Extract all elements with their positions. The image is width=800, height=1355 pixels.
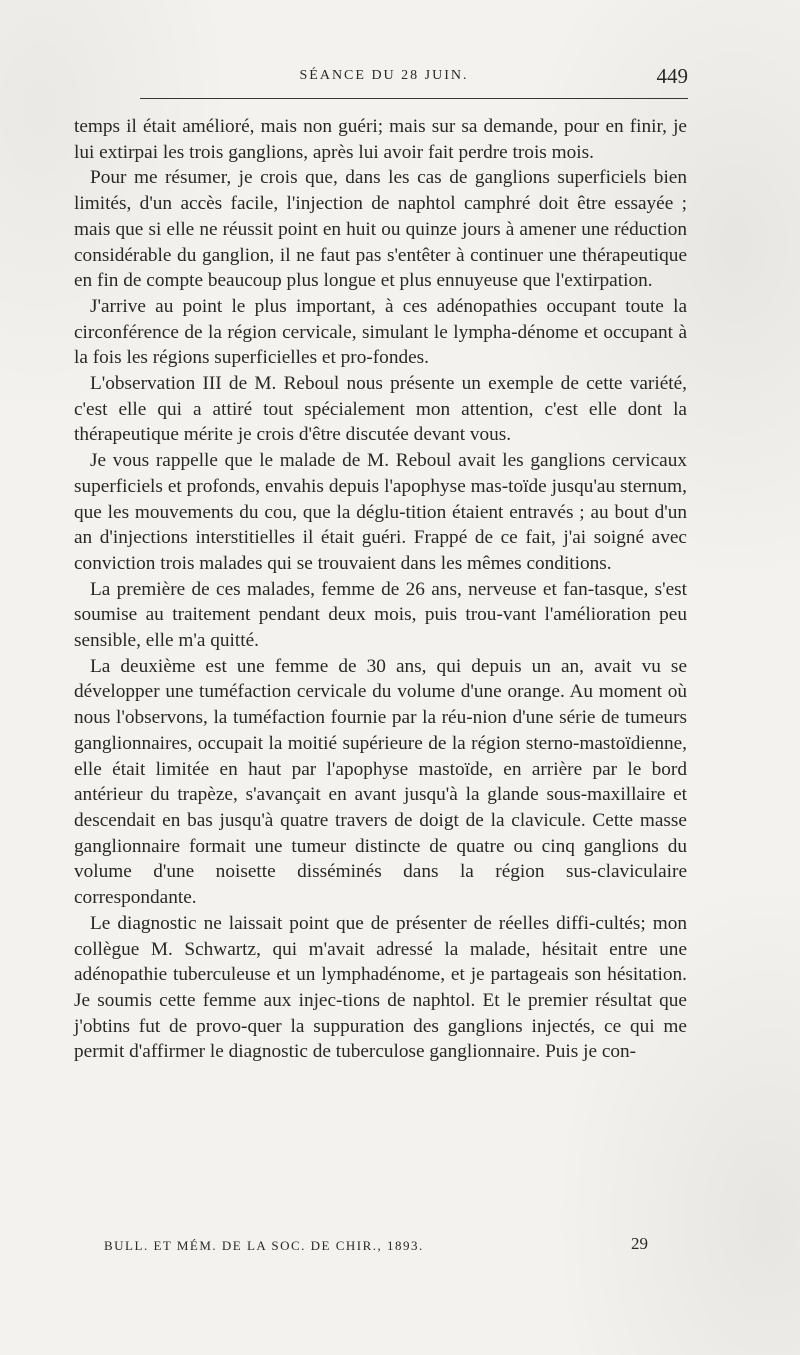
- paragraph-5: Je vous rappelle que le malade de M. Reboul avait les ganglions cervicaux superficiels et profonds, envahis depuis l'apophyse mas-toïde jusqu'au sternum, que les mouvements du cou, que la déglu-tition étaient entravés ; au bout d'un an d'injections interstitielles il était guéri. Frappé de ce fait, j'ai soigné avec conviction trois malades qui se trouvaient dans les mêmes conditions.: [74, 450, 687, 574]
- paragraph-8: Le diagnostic ne laissait point que de présenter de réelles diffi-cultés; mon collègue M. Schwartz, qui m'avait adressé la malade, hésitait entre une adénopathie tuberculeuse et un lymphadénome, et je partageais son hésitation. Je soumis cette femme aux injec-tions de naphtol. Et le premier résultat que j'obtins fut de provo-quer la suppuration des ganglions injectés, ce qui me permit d'affirmer le diagnostic de tuberculose ganglionnaire. Puis je con-: [74, 912, 687, 1063]
- paragraph-7: La deuxième est une femme de 30 ans, qui depuis un an, avait vu se développer une tuméfaction cervicale du volume d'une orange. Au moment où nous l'observons, la tuméfaction fournie par la réu-nion d'une série de tumeurs ganglionnaires, occupait la moitié supérieure de la région sterno-mastoïdienne, elle était limitée en haut par l'apophyse mastoïde, en arrière par le bord antérieur du trapèze, s'avançait en avant jusqu'à la glande sous-maxillaire et descendait en bas jusqu'à quatre travers de doigt de la clavicule. Cette masse ganglionnaire formait une tumeur distincte de quatre ou cinq ganglions du volume d'une noisette disséminés dans la région sus-claviculaire correspondante.: [74, 655, 687, 909]
- footer-signature: BULL. ET MÉM. DE LA SOC. DE CHIR., 1893.: [104, 1238, 424, 1253]
- paragraph-6: La première de ces malades, femme de 26 ans, nerveuse et fan-tasque, s'est soumise au traitement pendant deux mois, puis trou-vant l'amélioration peu sensible, elle m'a quitté.: [74, 578, 687, 652]
- header-rule: [140, 98, 688, 99]
- paragraph-2: Pour me résumer, je crois que, dans les cas de ganglions superficiels bien limités, d'un accès facile, l'injection de naphtol camphré doit être essayée ; mais que si elle ne réussit point en huit ou quinze jours à amener une réduction considérable du ganglion, il ne faut pas s'entêter à continuer une thérapeutique en fin de compte beaucoup plus longue et plus ennuyeuse que l'extirpation.: [74, 167, 687, 292]
- body-text: [74, 114, 687, 1065]
- running-title: SÉANCE DU 28 JUIN.: [299, 68, 469, 83]
- footer: [104, 1234, 648, 1260]
- footer-sheet-number: 29: [631, 1234, 648, 1253]
- paragraph-4: L'observation III de M. Reboul nous présente un exemple de cette variété, c'est elle qui a attiré tout spécialement mon attention, c'est elle dont la thérapeutique mérite je crois d'être discutée devant vous.: [74, 373, 687, 446]
- running-head: [80, 64, 688, 88]
- paragraph-3: J'arrive au point le plus important, à ces adénopathies occupant toute la circonférence de la région cervicale, simulant le lympha-dénome et occupant à la fois les régions superficielles et pro-fondes.: [74, 295, 687, 369]
- page-number: 449: [656, 64, 688, 88]
- paragraph-1: temps il était amélioré, mais non guéri; mais sur sa demande, pour en finir, je lui extirpai les trois ganglions, après lui avoir fait perdre trois mois.: [74, 116, 687, 163]
